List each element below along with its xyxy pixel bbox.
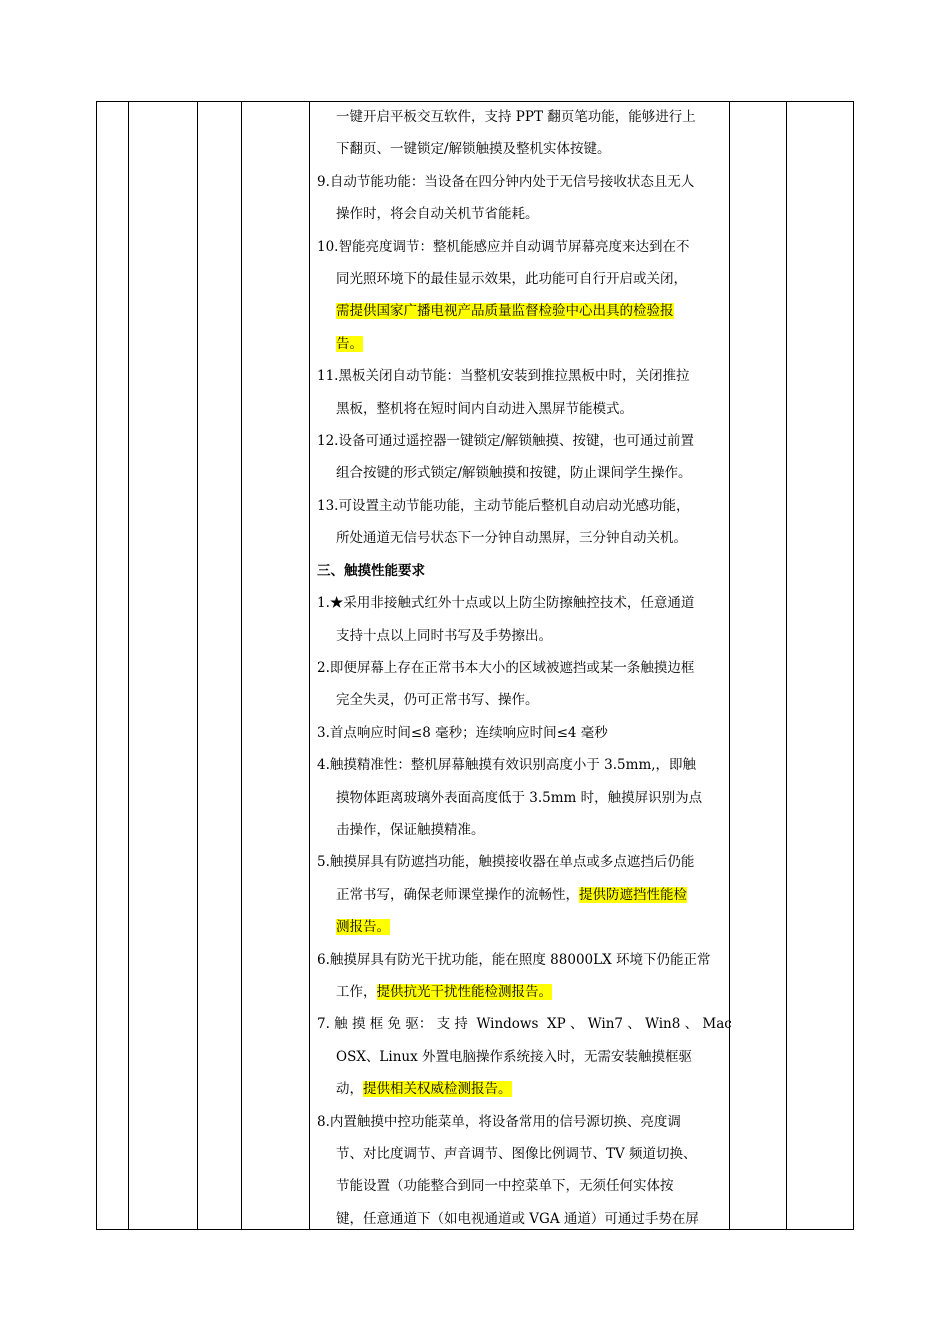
touch-item-2: [317, 652, 721, 717]
spec-line: 7. 触 摸 框 免 驱： 支 持 Windows XP 、 Win7 、 Win8 、 Mac: [317, 1016, 732, 1033]
spec-line: 摸物体距离玻璃外表面高度低于 3.5mm 时，触摸屏识别为点: [336, 789, 703, 806]
spec-content-cell: [317, 101, 732, 1235]
spec-line: 动，: [336, 1081, 363, 1098]
highlighted-requirement: 需提供国家广播电视产品质量监督检验中心出具的检验报: [336, 303, 674, 320]
highlighted-requirement: 告。: [336, 335, 363, 352]
spec-line: 13.可设置主动节能功能，主动节能后整机自动启动光感功能，: [317, 497, 690, 514]
spec-line: 操作时，将会自动关机节省能耗。: [336, 206, 539, 223]
spec-line: 1.★采用非接触式红外十点或以上防尘防擦触控技术，任意通道: [317, 595, 695, 612]
table-column-divider: [128, 101, 129, 1230]
spec-line: 完全失灵，仍可正常书写、操作。: [336, 692, 539, 709]
spec-item-11: [317, 360, 721, 425]
table-column-divider: [309, 101, 310, 1230]
table-column-divider: [729, 101, 730, 1230]
spec-item-10: [317, 231, 721, 361]
touch-item-4: [317, 749, 721, 846]
spec-line: 支持十点以上同时书写及手势擦出。: [336, 627, 552, 644]
section-heading: 三、触摸性能要求: [317, 562, 425, 579]
spec-line: OSX、Linux 外置电脑操作系统接入时，无需安装触摸框驱: [336, 1048, 693, 1065]
spec-line: 9.自动节能功能：当设备在四分钟内处于无信号接收状态且无人: [317, 173, 695, 190]
spec-line: 黑板，整机将在短时间内自动进入黑屏节能模式。: [336, 400, 633, 417]
highlighted-requirement: 测报告。: [336, 919, 390, 936]
touch-item-3: [317, 717, 721, 749]
spec-line: 11.黑板关闭自动节能：当整机安装到推拉黑板中时，关闭推拉: [317, 368, 690, 385]
spec-line: 8.内置触摸中控功能菜单，将设备常用的信号源切换、亮度调: [317, 1113, 681, 1130]
spec-line: 同光照环境下的最佳显示效果，此功能可自行开启或关闭，: [336, 271, 687, 288]
touch-item-1: [317, 587, 721, 652]
touch-item-5: [317, 846, 721, 943]
touch-item-7: [317, 1008, 732, 1105]
touch-item-6: [317, 944, 721, 1009]
spec-line: 2.即便屏幕上存在正常书本大小的区域被遮挡或某一条触摸边框: [317, 659, 695, 676]
spec-item-12: [317, 425, 721, 490]
spec-line: 5.触摸屏具有防遮挡功能，触摸接收器在单点或多点遮挡后仍能: [317, 854, 695, 871]
spec-item: [317, 101, 721, 166]
spec-item-9: [317, 166, 721, 231]
spec-line: 下翻页、一键锁定/解锁触摸及整机实体按键。: [336, 141, 611, 158]
spec-line: 4.触摸精准性：整机屏幕触摸有效识别高度小于 3.5mm,，即触: [317, 757, 697, 774]
highlighted-requirement: 提供抗光干扰性能检测报告。: [376, 983, 552, 1000]
spec-line: 节、对比度调节、声音调节、图像比例调节、TV 频道切换、: [336, 1146, 697, 1162]
table-column-divider: [197, 101, 198, 1230]
spec-line: 工作，: [336, 983, 377, 1000]
touch-item-8: [317, 1106, 721, 1236]
spec-line: 一键开启平板交互软件，支持 PPT 翻页笔功能，能够进行上: [336, 109, 696, 125]
spec-line: 正常书写，确保老师课堂操作的流畅性，: [336, 886, 579, 903]
spec-line: 所处通道无信号状态下一分钟自动黑屏，三分钟自动关机。: [336, 530, 687, 547]
spec-line: 击操作，保证触摸精准。: [336, 821, 485, 838]
spec-line: 6.触摸屏具有防光干扰功能，能在照度 88000LX 环境下仍能正常: [317, 951, 711, 968]
table-column-divider: [786, 101, 787, 1230]
spec-line: 3.首点响应时间≤8 毫秒；连续响应时间≤4 毫秒: [317, 724, 608, 741]
spec-line: 10.智能亮度调节：整机能感应并自动调节屏幕亮度来达到在不: [317, 238, 690, 255]
spec-line: 节能设置（功能整合到同一中控菜单下，无须任何实体按: [336, 1178, 674, 1195]
spec-line: 12.设备可通过遥控器一键锁定/解锁触摸、按键，也可通过前置: [317, 433, 695, 450]
highlighted-requirement: 提供相关权威检测报告。: [363, 1081, 512, 1098]
highlighted-requirement: 提供防遮挡性能检: [579, 886, 687, 903]
spec-line: 键，任意通道下（如电视通道或 VGA 通道）可通过手势在屏: [336, 1210, 699, 1227]
spec-line: 组合按键的形式锁定/解锁触摸和按键，防止课间学生操作。: [336, 465, 692, 482]
table-column-divider: [241, 101, 242, 1230]
spec-item-13: [317, 490, 721, 555]
